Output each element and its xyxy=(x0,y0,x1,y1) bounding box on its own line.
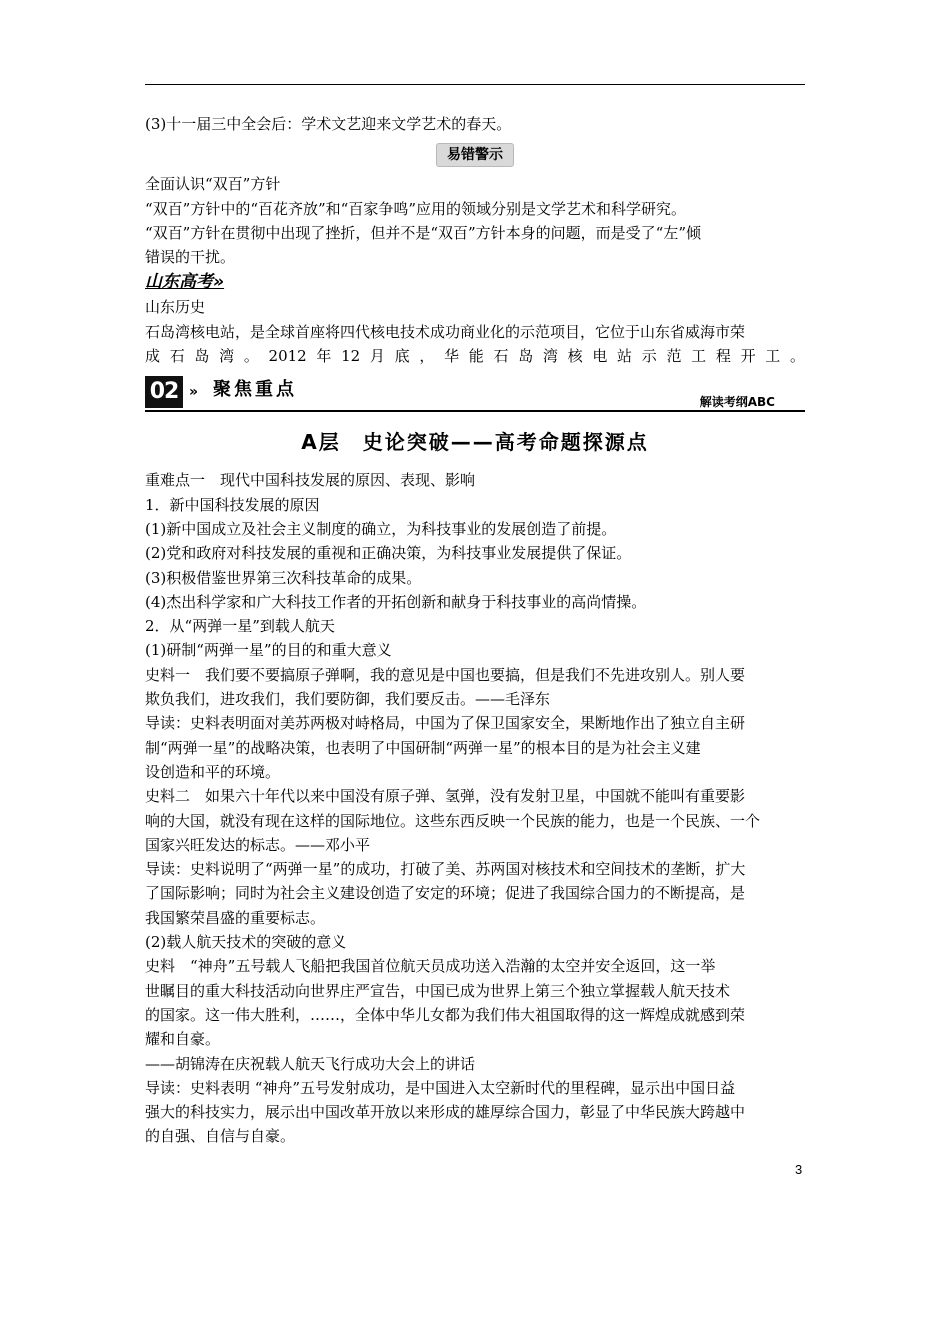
shandong-line: 石岛湾核电站，是全球首座将四代核电技术成功商业化的示范项目，它位于山东省威海市荣 xyxy=(145,322,746,341)
layer-title: A层 史论突破——高考命题探源点 xyxy=(301,430,649,455)
body-line: 导读：史料表明 “神舟”五号发射成功，是中国进入太空新时代的里程碑，显示出中国日益 xyxy=(145,1078,736,1097)
body-line: 国家兴旺发达的标志。——邓小平 xyxy=(145,835,371,854)
body-line: 史料二 如果六十年代以来中国没有原子弹、氢弹，没有发射卫星，中国就不能叫有重要影 xyxy=(145,787,746,806)
section-arrow-icon: » xyxy=(189,384,199,401)
shandong-subheading: 山东历史 xyxy=(145,298,206,317)
body-line: (3)积极借鉴世界第三次科技革命的成果。 xyxy=(145,568,422,587)
body-line: 了国际影响；同时为社会主义建设创造了安定的环境；促进了我国综合国力的不断提高，是 xyxy=(145,884,746,903)
page-number: 3 xyxy=(795,1162,803,1177)
warning-line: “双百”方针中的“百花齐放”和“百家争鸣”应用的领域分别是文学艺术和科学研究。 xyxy=(145,199,687,218)
section-number: 02 xyxy=(145,376,183,408)
section-header xyxy=(145,374,805,414)
body-line: (1)新中国成立及社会主义制度的确立，为科技事业的发展创造了前提。 xyxy=(145,519,617,538)
body-line: 欺负我们，进攻我们，我们要防御，我们要反击。——毛泽东 xyxy=(145,690,551,709)
header-rule xyxy=(145,84,805,85)
body-line: 1．新中国科技发展的原因 xyxy=(145,495,320,514)
section-rule xyxy=(145,410,805,412)
body-line: 世瞩目的重大科技活动向世界庄严宣告，中国已成为世界上第三个独立掌握载人航天技术 xyxy=(145,981,731,1000)
warning-line: “双百”方针在贯彻中出现了挫折，但并不是“双百”方针本身的问题，而是受了“左”倾 xyxy=(145,223,702,242)
body-line: 2．从“两弹一星”到载人航天 xyxy=(145,617,335,636)
warning-badge: 易错警示 xyxy=(436,143,514,167)
body-line: 强大的科技实力，展示出中国改革开放以来形成的雄厚综合国力，彰显了中华民族大跨越中 xyxy=(145,1103,746,1122)
body-line: 响的大国，就没有现在这样的国际地位。这些东西反映一个民族的能力，也是一个民族、一个 xyxy=(145,811,761,830)
page-content xyxy=(145,112,805,1149)
body-line: 史料一 我们要不要搞原子弹啊，我的意见是中国也要搞，但是我们不先进攻别人。别人要 xyxy=(145,665,746,684)
body-line: (2)党和政府对科技发展的重视和正确决策，为科技事业发展提供了保证。 xyxy=(145,544,632,563)
body-line: 的国家。这一伟大胜利，……，全体中华儿女都为我们伟大祖国取得的这一辉煌成就感到荣 xyxy=(145,1005,746,1024)
body-line: 我国繁荣昌盛的重要标志。 xyxy=(145,908,326,927)
text-line: (3)十一届三中全会后：学术文艺迎来文学艺术的春天。 xyxy=(145,115,512,133)
body-line: 导读：史料表明面对美苏两极对峙格局，中国为了保卫国家安全，果断地作出了独立自主研 xyxy=(145,714,746,733)
warning-heading: 全面认识“双百”方针 xyxy=(145,175,281,194)
body-line: 导读：史料说明了“两弹一星”的成功，打破了美、苏两国对核技术和空间技术的垄断，扩大 xyxy=(145,860,746,879)
body-line: 耀和自豪。 xyxy=(145,1030,221,1049)
body-line: (4)杰出科学家和广大科技工作者的开拓创新和献身于科技事业的高尚情操。 xyxy=(145,592,647,611)
shandong-heading: 山东高考» xyxy=(145,272,225,293)
shandong-line: 成石岛湾。2012年12月底，华能石岛湾核电站示范工程开工。 xyxy=(145,347,805,366)
warning-line: 错误的干扰。 xyxy=(145,248,236,267)
body-line: (2)载人航天技术的突破的意义 xyxy=(145,933,347,952)
body-line: ——胡锦涛在庆祝载人航天飞行成功大会上的讲话 xyxy=(145,1054,476,1073)
body-line: (1)研制“两弹一星”的目的和重大意义 xyxy=(145,641,392,660)
body-line: 设创造和平的环境。 xyxy=(145,762,281,781)
warning-badge-row xyxy=(145,142,805,168)
section-title: 聚焦重点 xyxy=(213,379,297,401)
body-line: 重难点一 现代中国科技发展的原因、表现、影响 xyxy=(145,471,476,490)
body-line: 的自强、自信与自豪。 xyxy=(145,1127,296,1146)
body-line: 制“两弹一星”的战略决策，也表明了中国研制“两弹一星”的根本目的是为社会主义建 xyxy=(145,738,701,757)
section-subtitle: 解读考纲ABC xyxy=(699,395,775,410)
body-line: 史料 “神舟”五号载人飞船把我国首位航天员成功送入浩瀚的太空并安全返回，这一举 xyxy=(145,957,716,976)
